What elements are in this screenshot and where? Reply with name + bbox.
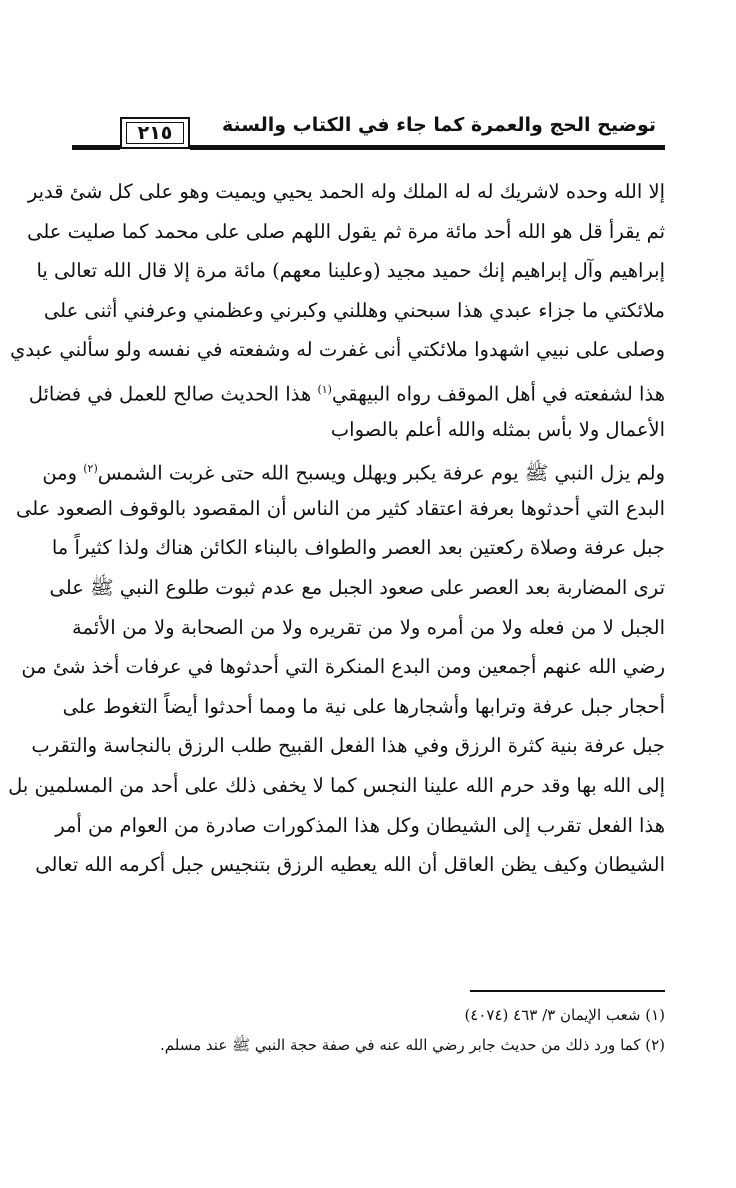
- footnotes: [72, 1000, 665, 1060]
- text-line: ثم يقرأ قل هو الله أحد مائة مرة ثم يقول اللهم صلى على محمد كما صليت على: [27, 219, 665, 243]
- text-line: [28, 370, 665, 410]
- footnote-2: (٢) كما ورد ذلك من حديث جابر رضي الله عنه في صفة حجة النبي ﷺ عند مسلم.: [160, 1036, 665, 1054]
- text-line: جبل عرفة بنية كثرة الرزق وفي هذا الفعل القبيح طلب الرزق بالنجاسة والتقرب: [31, 734, 665, 758]
- text-line: رضي الله عنهم أجمعين ومن البدع المنكرة التي أحدثوها في عرفات أخذ شئ من: [21, 655, 665, 679]
- text-line: إبراهيم وآل إبراهيم إنك حميد مجيد (وعلينا معهم) مائة مرة إلا قال الله تعالى يا: [36, 259, 665, 283]
- text-fragment: ولم يزل النبي ﷺ يوم عرفة يكبر ويهلل ويسبح الله حتى غربت الشمس: [97, 461, 665, 485]
- main-text: [8, 172, 665, 885]
- footnote-marker-2[interactable]: (٢): [83, 462, 98, 476]
- text-line: جبل عرفة وصلاة ركعتين بعد العصر والطواف بالبناء الكائن هناك ولذا كثيراً ما: [51, 536, 665, 560]
- footnote-separator: [470, 990, 665, 992]
- text-fragment: ومن: [42, 461, 78, 485]
- text-line: [42, 449, 665, 489]
- page-number-box: [120, 117, 190, 149]
- page-number: ٢١٥: [126, 122, 184, 144]
- text-line: ملائكتي ما جزاء عبدي هذا سبحني وهللني وكبرني وعظمني وعرفني أثنى على: [43, 298, 665, 322]
- text-line: أحجار جبل عرفة وترابها وأشجارها على نية ما ومما أحدثوا أيضاً التغوط على: [62, 694, 665, 718]
- text-line: البدع التي أحدثوها بعرفة اعتقاد كثير من الناس أن المقصود بالوقوف الصعود على: [16, 496, 665, 520]
- header-rule-right: [190, 145, 665, 150]
- text-line: الجبل لا من فعله ولا من أمره ولا من تقريره ولا من الصحابة ولا من الأئمة: [72, 615, 665, 639]
- header-rule-left: [72, 145, 120, 150]
- text-line: إلى الله بها وقد حرم الله علينا النجس كما لا يخفى ذلك على أحد من المسلمين بل: [8, 773, 665, 797]
- text-line: وصلى على نبيي اشهدوا ملائكتي أنى غفرت له وشفعته في نفسه ولو سألني عبدي: [10, 338, 665, 362]
- footnote-1: (١) شعب الإيمان ٣/ ٤٦٣ (٤٠٧٤): [464, 1006, 665, 1024]
- running-header-title: توضيح الحج والعمرة كما جاء في الكتاب والسنة: [221, 114, 656, 136]
- text-line: الشيطان وكيف يظن العاقل أن الله يعطيه الرزق بتنجيس جبل أكرمه الله تعالى: [35, 853, 665, 877]
- text-line: الأعمال ولا بأس بمثله والله أعلم بالصواب: [330, 417, 665, 441]
- text-fragment: هذا لشفعته في أهل الموقف رواه البيهقي: [331, 382, 665, 406]
- text-line: هذا الفعل تقرب إلى الشيطان وكل هذا المذكورات صادرة من العوام من أمر: [55, 813, 665, 837]
- footnote-marker-1[interactable]: (١): [317, 382, 332, 396]
- text-line: ترى المضاربة بعد العصر على صعود الجبل مع عدم ثبوت طلوع النبي ﷺ على: [49, 575, 665, 599]
- text-line: إلا الله وحده لاشريك له له الملك وله الحمد يحيي ويميت وهو على كل شئ قدير: [27, 180, 665, 203]
- text-fragment: هذا الحديث صالح للعمل في فضائل: [28, 382, 312, 406]
